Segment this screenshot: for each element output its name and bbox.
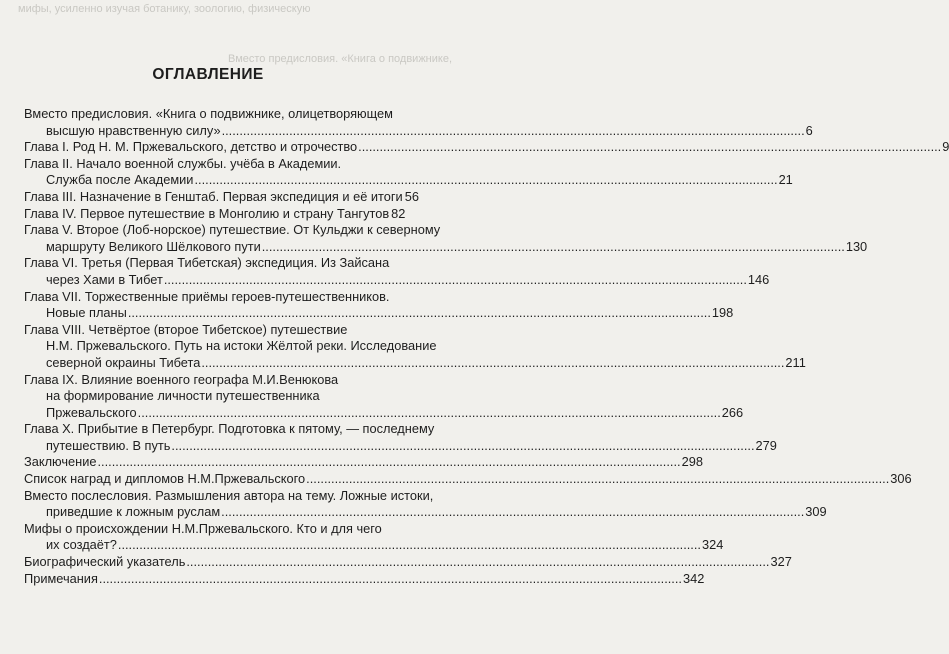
- page-number: 6: [805, 122, 813, 138]
- page-number: 306: [890, 471, 912, 487]
- page-number: 342: [682, 570, 705, 586]
- page-number: 56: [404, 188, 419, 204]
- toc-entry: [24, 371, 744, 422]
- page-number: 146: [747, 271, 770, 287]
- dot-leader: [98, 454, 681, 471]
- toc-entry-line: Глава I. Род Н. М. Пржевальского, детство и отрочество: [24, 139, 358, 155]
- toc-entry-last-line: [24, 404, 744, 422]
- toc-entry-line: Глава VI. Третья (Первая Тибетская) экспедиция. Из Зайсана: [24, 255, 390, 271]
- toc-entry: [24, 222, 868, 255]
- toc-entry-last-line: [24, 172, 793, 189]
- toc-entry: [24, 520, 724, 554]
- toc-entry-last-line: [24, 354, 806, 372]
- toc-entry-line: путешествию. В путь: [46, 437, 171, 453]
- dot-leader: [186, 554, 769, 571]
- toc-entry-line: Глава II. Начало военной службы. учёба в Академии.: [24, 155, 342, 171]
- page-number: 298: [681, 454, 703, 470]
- toc-entry-line: через Хами в Тибет: [46, 271, 163, 287]
- toc-entry-line: маршруту Великого Шёлкового пути: [46, 238, 261, 254]
- page-title: ОГЛАВЛЕНИЕ: [152, 66, 264, 83]
- toc-entry-line: Н.М. Пржевальского. Путь на истоки Жёлтой реки. Исследование: [46, 338, 437, 354]
- toc-entry: [24, 454, 703, 471]
- page-number: 130: [845, 238, 868, 254]
- toc-entry-line: Глава VIII. Четвёртое (второе Тибетское) путешествие: [24, 321, 348, 337]
- bleed-through-text: [0, 0, 453, 65]
- dot-leader: [262, 239, 845, 256]
- page-number: 327: [770, 554, 792, 570]
- toc-entry-line: северной окраины Тибета: [46, 354, 201, 370]
- dot-leader: [201, 355, 784, 372]
- page-number: 211: [785, 354, 806, 370]
- dot-leader: [194, 172, 777, 189]
- toc-entry-line: приведшие к ложным руслам: [46, 504, 221, 520]
- toc-entry-last-line: [24, 437, 777, 455]
- toc-entry: [24, 205, 406, 223]
- toc-entry-line: Примечания: [24, 570, 98, 586]
- page-number: 266: [721, 404, 744, 420]
- toc-entry-last-line: [24, 139, 949, 156]
- toc-entry: [24, 570, 705, 588]
- toc-entry-line: Глава III. Назначение в Генштаб. Первая экспедиция и её итоги: [24, 188, 403, 204]
- toc-entry: [24, 155, 793, 189]
- toc-entry-line: на формирование личности путешественника: [46, 388, 320, 404]
- toc-entry-last-line: [24, 205, 406, 223]
- toc-entry-last-line: [24, 238, 868, 256]
- dot-leader: [306, 471, 889, 488]
- toc-entry-last-line: [24, 271, 770, 289]
- toc-entry: [24, 554, 792, 571]
- toc-entry-line: Заключение: [24, 454, 97, 470]
- toc-entry-last-line: [24, 537, 724, 554]
- toc-entry-last-line: [24, 454, 703, 471]
- toc-entry: [24, 487, 827, 521]
- page-number: 279: [755, 437, 777, 453]
- page-number: 21: [778, 172, 793, 188]
- dot-leader: [99, 571, 682, 588]
- toc-entry-line: Вместо предисловия. «Книга о подвижнике, олицетворяющем: [24, 106, 393, 121]
- toc-entry: [24, 255, 770, 288]
- toc-entry-last-line: [24, 504, 827, 521]
- toc-entry: [24, 139, 949, 156]
- page-number: 9: [942, 139, 949, 155]
- dot-leader: [171, 438, 754, 455]
- toc-entry-last-line: [24, 188, 419, 206]
- toc-entry-line: Глава IV. Первое путешествие в Монголию и страну Тангутов: [24, 205, 390, 221]
- toc-entry: [24, 471, 912, 488]
- toc-entry-line: их создаёт?: [46, 537, 117, 553]
- table-of-contents: [24, 106, 949, 587]
- toc-entry-line: Служба после Академии: [46, 172, 194, 188]
- toc-entry-last-line: [24, 122, 813, 140]
- toc-entry: [24, 288, 734, 322]
- dot-leader: [358, 139, 941, 156]
- toc-entry-line: Глава X. Прибытие в Петербург. Подготовка к пятому, — последнему: [24, 421, 435, 437]
- toc-entry-line: Пржевальского: [46, 404, 137, 420]
- dot-leader: [118, 537, 701, 554]
- toc-entry-line: Глава V. Второе (Лоб-норское) путешествие. От Кульджи к северному: [24, 222, 441, 238]
- toc-entry: [24, 321, 806, 372]
- dot-leader: [164, 272, 747, 289]
- toc-entry: [24, 421, 777, 454]
- page-number: 82: [391, 205, 406, 221]
- toc-entry-line: Глава VII. Торжественные приёмы героев-путешественников.: [24, 288, 390, 304]
- toc-entry-last-line: [24, 305, 734, 322]
- toc-entry: [24, 106, 813, 139]
- page-number: 324: [701, 537, 724, 553]
- toc-entry-line: Биографический указатель: [24, 554, 186, 570]
- toc-entry-line: Новые планы: [46, 305, 127, 321]
- toc-entry-line: высшую нравственную силу»: [46, 122, 221, 138]
- toc-entry-line: Мифы о происхождении Н.М.Пржевальского. Кто и для чего: [24, 520, 382, 536]
- dot-leader: [221, 504, 804, 521]
- toc-entry-last-line: [24, 570, 705, 588]
- toc-entry: [24, 188, 419, 206]
- page-number: 309: [805, 504, 827, 520]
- dot-leader: [138, 405, 721, 422]
- toc-entry-line: Вместо послесловия. Размышления автора на тему. Ложные истоки,: [24, 487, 434, 503]
- dot-leader: [222, 123, 805, 140]
- dot-leader: [128, 305, 711, 322]
- toc-entry-line: Глава IX. Влияние военного географа М.И.Венюкова: [24, 371, 339, 387]
- page-number: 198: [711, 305, 734, 321]
- toc-entry-line: Список наград и дипломов Н.М.Пржевальского: [24, 471, 306, 487]
- bleed-line: мифы, усиленно изучая ботанику, зоологию, физическую: [18, 3, 311, 15]
- bleed-line: Вместо предисловия. «Книга о подвижнике,: [228, 53, 453, 65]
- toc-entry-last-line: [24, 471, 912, 488]
- toc-entry-last-line: [24, 554, 792, 571]
